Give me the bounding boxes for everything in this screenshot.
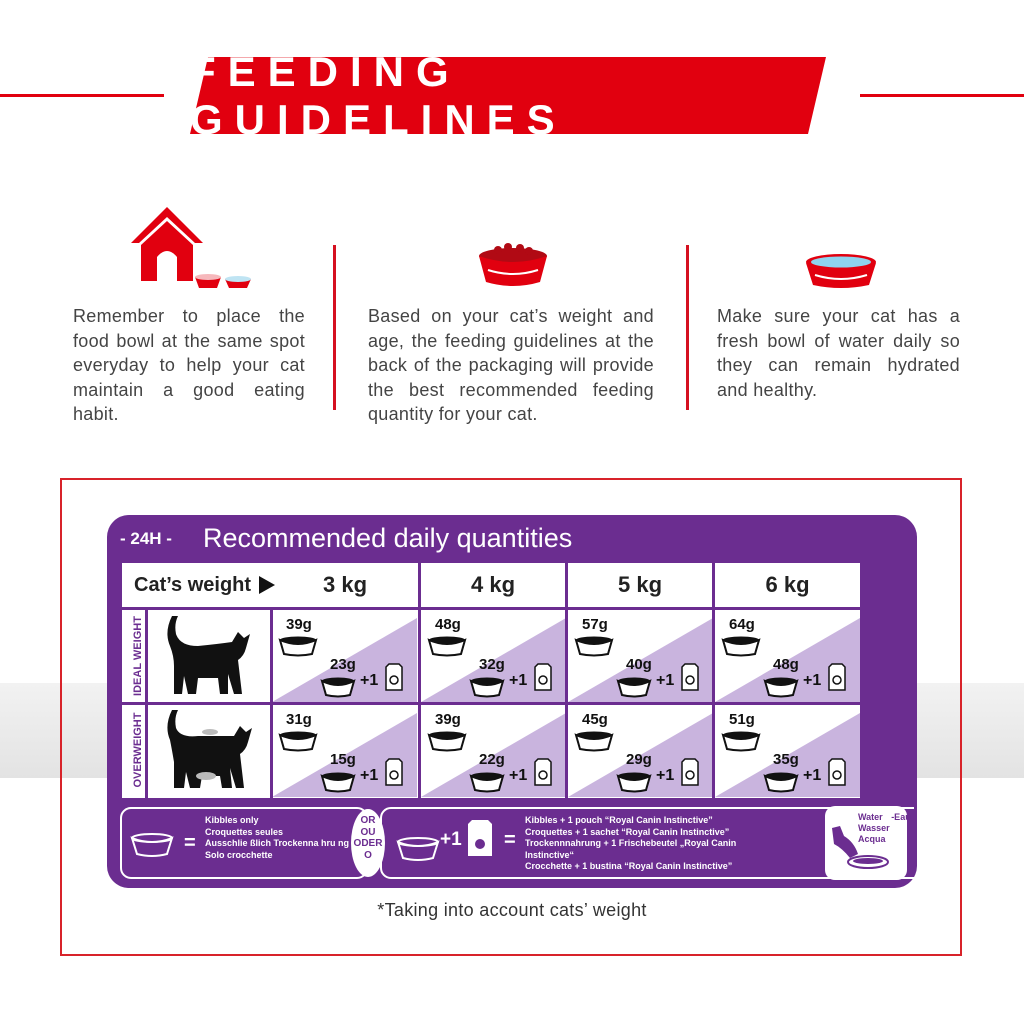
- legend-kibbles-line: Croquettes seules: [205, 826, 284, 837]
- pouch-icon: [827, 662, 847, 692]
- legend-or-line: OR: [360, 815, 376, 826]
- legend-or-line: OU: [360, 826, 376, 838]
- dog-house-icon: [127, 205, 255, 290]
- legend-plus-one: +1: [440, 829, 462, 850]
- legend-mixed-line: Kibbles + 1 pouch “Royal Canin Instinctive”: [525, 815, 713, 825]
- kibble-bowl-icon: [574, 730, 614, 752]
- plus-one-label: +1: [360, 672, 379, 689]
- mixed-quantity: 23g: [330, 656, 356, 673]
- plus-one-label: +1: [509, 672, 528, 689]
- plus-one-label: +1: [803, 767, 822, 784]
- pouch-icon: [533, 662, 553, 692]
- legend-kibbles-bowl-icon: [130, 832, 174, 858]
- kibble-bowl-icon: [320, 771, 356, 793]
- pouch-icon: [680, 662, 700, 692]
- legend-or: [351, 815, 385, 861]
- kibble-bowl-icon: [427, 635, 467, 657]
- kibble-bowl-icon: [721, 730, 761, 752]
- dry-quantity: 51g: [729, 711, 755, 728]
- legend-water-word: Water: [858, 812, 883, 822]
- row-label-ideal: IDEAL WEIGHT: [132, 616, 144, 696]
- weight-header: [122, 563, 284, 607]
- kibble-bowl-icon: [469, 676, 505, 698]
- dry-quantity: 39g: [435, 711, 461, 728]
- tip-divider-2: [686, 245, 689, 410]
- dry-quantity: 48g: [435, 616, 461, 633]
- water-bowl-icon: [804, 253, 878, 289]
- tip-text-guidelines: Based on your cat’s weight and age, the feeding guidelines at the back of the packaging will provide the best recommended feeding quantity for your cat.: [368, 306, 654, 424]
- legend-kibbles-line: Kibbles only: [205, 815, 259, 825]
- legend-mixed-text: [525, 815, 785, 873]
- mixed-quantity: 40g: [626, 656, 652, 673]
- dry-quantity: 31g: [286, 711, 312, 728]
- legend-or-line: O: [364, 849, 372, 861]
- dry-quantity: 45g: [582, 711, 608, 728]
- legend-water-word: Acqua: [858, 834, 886, 844]
- kibble-bowl-icon: [616, 771, 652, 793]
- kibble-bowl-icon: [278, 635, 318, 657]
- kibble-bowl-icon: [427, 730, 467, 752]
- legend-water-word: Wasser: [858, 823, 890, 833]
- weight-col-4kg: 4 kg: [470, 572, 516, 597]
- legend-kibbles-line: Solo crocchette: [205, 849, 273, 860]
- mixed-quantity: 22g: [479, 751, 505, 768]
- mixed-quantity: 48g: [773, 656, 799, 673]
- banner-rule-right: [860, 94, 1024, 97]
- plus-one-label: +1: [656, 767, 675, 784]
- grid-line-v3: [565, 563, 568, 798]
- legend-mixed-line: Croquettes + 1 sachet “Royal Canin Instinctive”: [525, 826, 730, 837]
- legend-mixed-line: Trockennnahrung + 1 Frischebeutel „Royal Canin Instinctive“: [525, 838, 737, 860]
- kibble-bowl-icon: [278, 730, 318, 752]
- legend-or-line: ODER: [353, 838, 383, 849]
- pouch-icon: [533, 757, 553, 787]
- dry-quantity: 64g: [729, 616, 755, 633]
- legend-water-word: -Eau: [891, 812, 911, 822]
- kibble-bowl-icon: [616, 676, 652, 698]
- plus-one-label: +1: [509, 767, 528, 784]
- pouch-icon: [384, 757, 404, 787]
- plus-one-label: +1: [656, 672, 675, 689]
- tip-text-water: Make sure your cat has a fresh bowl of water daily so they can remain hydrated and healthy.: [717, 306, 960, 400]
- cat-ideal-icon: [158, 612, 258, 698]
- mixed-quantity: 35g: [773, 751, 799, 768]
- mixed-quantity: 29g: [626, 751, 652, 768]
- dry-quantity: 39g: [286, 616, 312, 633]
- grid-line-v1: [270, 610, 273, 798]
- banner-rule-left: [0, 94, 164, 97]
- dry-quantity: 57g: [582, 616, 608, 633]
- legend-kibbles-line: Ausschlie ßlich Trockenna hru ng: [205, 838, 350, 848]
- plus-one-label: +1: [803, 672, 822, 689]
- banner-title: FEEDING GUIDELINES: [190, 47, 567, 143]
- weight-col-5kg: 5 kg: [617, 572, 663, 597]
- pouch-icon: [680, 757, 700, 787]
- grid-line-v2: [418, 563, 421, 798]
- legend-mixed-bowl-icon: [396, 836, 440, 862]
- food-bowl-icon: [476, 240, 550, 288]
- kibble-bowl-icon: [320, 676, 356, 698]
- legend-equals-1: =: [184, 832, 196, 854]
- cat-overweight-icon: [158, 706, 258, 792]
- footnote: *Taking into account cats’ weight: [377, 900, 647, 920]
- weight-header-label: Cat’s weight: [134, 573, 252, 596]
- panel-prefix: - 24H -: [120, 529, 172, 548]
- pouch-icon: [466, 818, 494, 858]
- pouch-icon: [827, 757, 847, 787]
- kibble-bowl-icon: [469, 771, 505, 793]
- legend-mixed-line: Crocchette + 1 bustina “Royal Canin Instinctive”: [525, 861, 733, 871]
- kibble-bowl-icon: [721, 635, 761, 657]
- panel-title: Recommended daily quantities: [203, 523, 573, 553]
- kibble-bowl-icon: [763, 676, 799, 698]
- mixed-quantity: 15g: [330, 751, 356, 768]
- banner: [190, 47, 826, 143]
- cat-drinking-icon: [830, 824, 890, 874]
- plus-one-label: +1: [360, 767, 379, 784]
- legend-equals-2: =: [504, 829, 516, 851]
- grid-line-h1: [122, 607, 860, 610]
- weight-col-3kg: 3 kg: [322, 572, 368, 597]
- tip-text-routine: Remember to place the food bowl at the same spot everyday to help your cat maintain a good eating habit.: [73, 306, 305, 424]
- weight-col-6kg: 6 kg: [765, 572, 810, 597]
- legend-kibbles-text: [205, 815, 355, 861]
- mixed-quantity: 32g: [479, 656, 505, 673]
- grid-line-h2: [122, 702, 860, 705]
- grid-line-v0: [145, 610, 148, 798]
- pouch-icon: [384, 662, 404, 692]
- row-label-overweight: OVERWEIGHT: [132, 712, 144, 788]
- tip-divider-1: [333, 245, 336, 410]
- grid-line-v4: [712, 563, 715, 798]
- kibble-bowl-icon: [574, 635, 614, 657]
- kibble-bowl-icon: [763, 771, 799, 793]
